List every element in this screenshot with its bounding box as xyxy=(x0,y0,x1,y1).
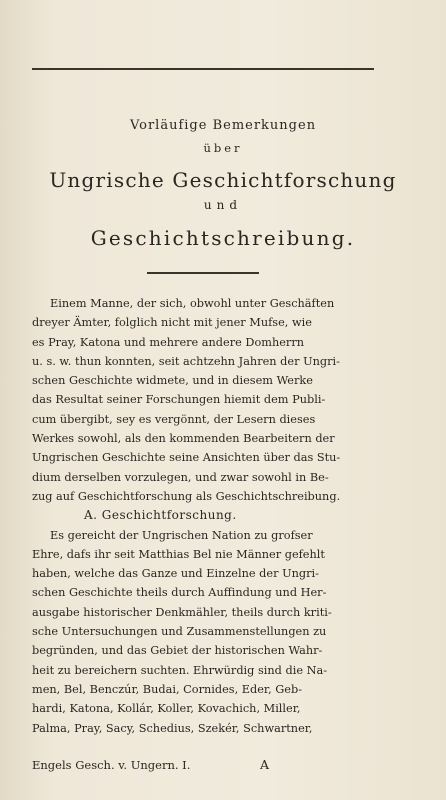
text-line: zug auf Geschichtforschung als Geschichtschreibung. xyxy=(32,489,341,503)
text-line: dium derselben vorzulegen, und zwar sowohl in Be- xyxy=(32,470,329,484)
text-line: begründen, und das Gebiet der historischen Wahr- xyxy=(32,644,323,658)
heading-line-5: Geschichtschreibung. xyxy=(90,226,356,250)
heading-line-4: und xyxy=(203,198,243,212)
body-text xyxy=(32,294,377,738)
heading-line-2: über xyxy=(203,141,243,155)
heading-line-3: Ungrische Geschichtforschung xyxy=(49,168,397,192)
text-line: u. s. w. thun konnten, seit achtzehn Jahren der Ungri- xyxy=(32,354,340,368)
text-line: cum übergibt, sey es vergönnt, der Lesern dieses xyxy=(32,412,316,426)
text-line: Werkes sowohl, als den kommenden Bearbeitern der xyxy=(32,432,335,446)
text-line: schen Geschichte theils durch Auffindung und Her- xyxy=(32,586,327,600)
section-title: A. Geschichtforschung. xyxy=(84,508,237,523)
text-line: Einem Manne, der sich, obwohl unter Geschäften xyxy=(50,297,335,310)
text-line: hardi, Katona, Kollár, Koller, Kovachich, Miller, xyxy=(32,702,301,716)
heading-rule xyxy=(147,272,259,274)
text-line: men, Bel, Benczúr, Budai, Cornides, Eder, Geb- xyxy=(32,682,303,696)
text-line: Palma, Pray, Sacy, Schedius, Szekér, Schwartner, xyxy=(32,721,313,735)
signature-line: Engels Gesch. v. Ungern. I. xyxy=(32,758,191,772)
heading-line-1: Vorläufige Bemerkungen xyxy=(129,118,317,133)
text-line: heit zu bereichern suchten. Ehrwürdig sind die Na- xyxy=(32,663,328,677)
text-line: es Pray, Katona und mehrere andere Domherrn xyxy=(32,335,305,349)
text-line: das Resultat seiner Forschungen hiemit dem Publi- xyxy=(32,393,326,407)
text-line: dreyer Ämter, folglich nicht mit jener Mufse, wie xyxy=(32,316,312,330)
text-line: Es gereicht der Ungrischen Nation zu grofser xyxy=(50,528,313,542)
signature-mark: A xyxy=(260,757,270,772)
text-line: schen Geschichte widmete, und in diesem Werke xyxy=(32,374,313,388)
text-line: ausgabe historischer Denkmähler, theils durch kriti- xyxy=(32,605,332,619)
top-rule xyxy=(32,68,374,70)
text-line: sche Untersuchungen und Zusammenstellungen zu xyxy=(32,625,327,639)
text-line: haben, welche das Ganze und Einzelne der Ungri- xyxy=(32,567,319,581)
text-line: Ehre, dafs ihr seit Matthias Bel nie Männer gefehlt xyxy=(32,547,325,561)
text-line: Ungrischen Geschichte seine Ansichten über das Stu- xyxy=(32,451,341,465)
